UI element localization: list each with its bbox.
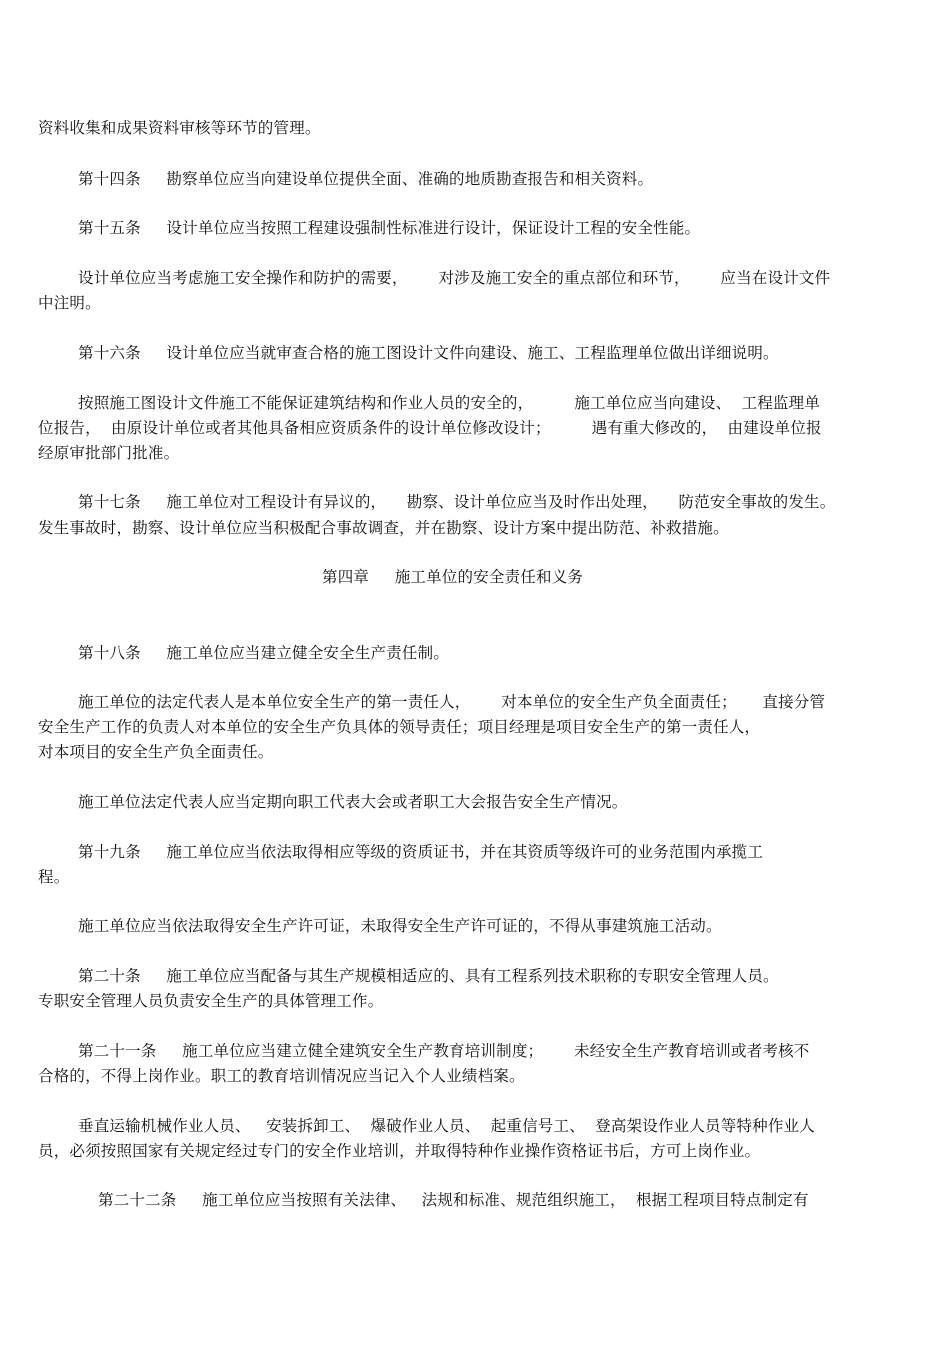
- article-21-heading: 第二十一条 施工单位应当建立健全建筑安全生产教育培训制度； 未经安全生产教育培训或者考核不: [78, 1042, 810, 1060]
- text-line: 按照施工图设计文件施工不能保证建筑结构和作业人员的安全的， 施工单位应当向建设、 工程监理单: [78, 394, 821, 412]
- text-line: 经原审批部门批准。: [38, 444, 180, 462]
- article-19-heading: 第十九条 施工单位应当依法取得相应等级的资质证书，并在其资质等级许可的业务范围内承揽工: [78, 843, 764, 861]
- chapter-4-title: 第四章 施工单位的安全责任和义务: [322, 568, 584, 586]
- article-17-heading: 第十七条 施工单位对工程设计有异议的， 勘察、设计单位应当及时作出处理， 防范安全事故的发生。: [78, 493, 836, 511]
- text-line: 专职安全管理人员负责安全生产的具体管理工作。: [38, 992, 384, 1010]
- text-line: 安全生产工作的负责人对本单位的安全生产负具体的领导责任；项目经理是项目安全生产的第一责任人，: [38, 718, 761, 736]
- text-line: 垂直运输机械作业人员、 安装拆卸工、 爆破作业人员、 起重信号工、 登高架设作业人员等特种作业人: [78, 1117, 815, 1135]
- article-18-heading: 第十八条 施工单位应当建立健全安全生产责任制。: [78, 644, 450, 662]
- text-line: 程。: [38, 868, 70, 886]
- text-line: 发生事故时，勘察、设计单位应当积极配合事故调查，并在勘察、设计方案中提出防范、补救措施。: [38, 519, 729, 537]
- text-line: 施工单位法定代表人应当定期向职工代表大会或者职工大会报告安全生产情况。: [78, 793, 628, 811]
- text-line: 施工单位应当依法取得安全生产许可证，未取得安全生产许可证的，不得从事建筑施工活动。: [78, 917, 722, 935]
- article-16-heading: 第十六条 设计单位应当就审查合格的施工图设计文件向建设、施工、工程监理单位做出详细说明。: [78, 344, 779, 362]
- text-line: 中注明。: [38, 294, 101, 312]
- text-line: 施工单位的法定代表人是本单位安全生产的第一责任人， 对本单位的安全生产负全面责任； 直接分管: [78, 693, 826, 711]
- article-15-heading: 第十五条 设计单位应当按照工程建设强制性标准进行设计，保证设计工程的安全性能。: [78, 219, 701, 237]
- text-line: 员，必须按照国家有关规定经过专门的安全作业培训，并取得特种作业操作资格证书后，方可上岗作业。: [38, 1142, 761, 1160]
- article-22-heading: 第二十二条 施工单位应当按照有关法律、 法规和标准、规范组织施工， 根据工程项目特点制定有: [98, 1191, 809, 1209]
- article-20-heading: 第二十条 施工单位应当配备与其生产规模相适应的、具有工程系列技术职称的专职安全管理人员。: [78, 967, 779, 985]
- text-line: 资料收集和成果资料审核等环节的管理。: [38, 119, 321, 137]
- article-14-heading: 第十四条 勘察单位应当向建设单位提供全面、准确的地质勘查报告和相关资料。: [78, 170, 654, 188]
- text-line: 位报告， 由原设计单位或者其他具备相应资质条件的设计单位修改设计； 遇有重大修改的， 由建设单位报: [38, 419, 822, 437]
- text-line: 对本项目的安全生产负全面责任。: [38, 743, 274, 761]
- text-line: 设计单位应当考虑施工安全操作和防护的需要， 对涉及施工安全的重点部位和环节， 应当在设计文件: [78, 269, 831, 287]
- text-line: 合格的，不得上岗作业。职工的教育培训情况应当记入个人业绩档案。: [38, 1067, 525, 1085]
